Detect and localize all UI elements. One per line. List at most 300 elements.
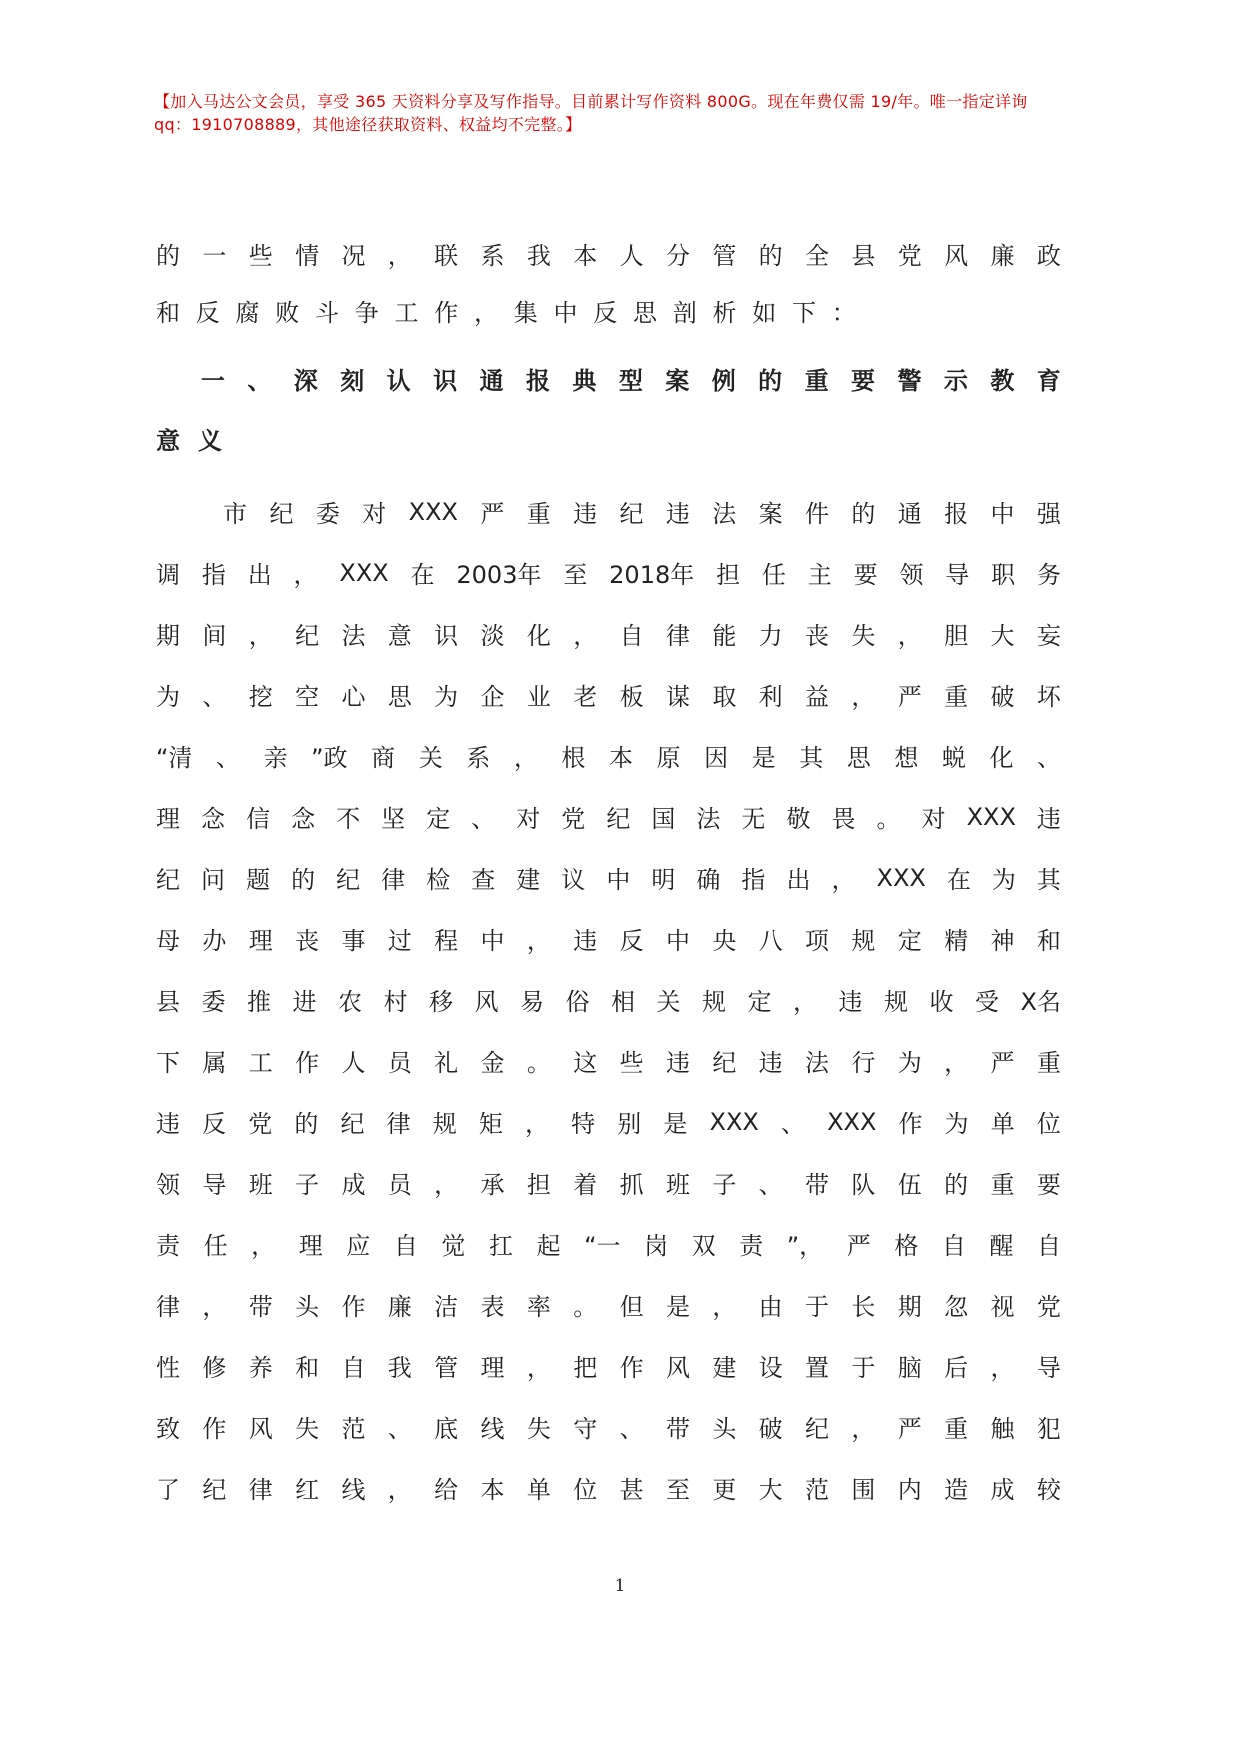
- text-token: 谋: [665, 683, 690, 711]
- text-token: 通: [479, 366, 504, 395]
- text-token: 队: [851, 1171, 876, 1199]
- text-token: 严: [480, 500, 505, 528]
- text-token: 其: [1036, 866, 1061, 894]
- text-token: 金: [480, 1049, 505, 1077]
- text-token: 红: [295, 1476, 320, 1504]
- text-token: 进: [292, 988, 317, 1016]
- text-token: ，: [474, 298, 498, 327]
- text-token: 伍: [897, 1171, 922, 1199]
- text-token: 、: [202, 683, 227, 711]
- text-token: 纪: [619, 500, 644, 528]
- text-token: ，: [251, 1232, 276, 1260]
- text-line: [156, 847, 1061, 908]
- text-token: 规: [884, 988, 908, 1016]
- text-token: 村: [383, 988, 408, 1016]
- text-token: 自: [341, 1354, 366, 1382]
- text-token: 单: [526, 1476, 551, 1504]
- text-token: 带: [248, 1293, 273, 1321]
- text-token: 违: [573, 927, 598, 955]
- text-token: 员: [387, 1171, 412, 1199]
- text-token: 出: [247, 561, 272, 589]
- text-token: 违: [573, 500, 598, 528]
- text-token: 事: [341, 927, 366, 955]
- text-token: 忽: [944, 1293, 969, 1321]
- text-token: 领: [899, 561, 924, 589]
- text-token: 守: [573, 1415, 598, 1443]
- text-token: 情: [295, 242, 320, 270]
- text-token: 责: [739, 1232, 764, 1260]
- text-token: 报: [944, 500, 969, 528]
- text-token: 我: [387, 1354, 412, 1382]
- text-token: 把: [573, 1354, 598, 1382]
- text-line: [156, 1030, 1061, 1091]
- text-token: 市: [223, 500, 248, 528]
- text-token: 、: [247, 366, 272, 395]
- text-line: [156, 406, 1061, 471]
- text-line: [156, 1396, 1061, 1457]
- text-token: 大: [758, 1476, 783, 1504]
- text-token: 念: [201, 805, 226, 833]
- text-token: 建: [712, 1354, 737, 1382]
- text-token: 农: [338, 988, 362, 1016]
- text-token: 至: [665, 1476, 690, 1504]
- text-token: 后: [944, 1354, 969, 1382]
- text-token: 定: [426, 805, 451, 833]
- text-token: 精: [944, 927, 969, 955]
- text-token: 败: [275, 298, 300, 327]
- text-token: 严: [990, 1049, 1015, 1077]
- text-token: 范: [341, 1415, 366, 1443]
- text-token: 违: [665, 500, 690, 528]
- text-token: 2003年: [456, 561, 542, 589]
- text-token: 识: [434, 622, 459, 650]
- text-token: 对: [516, 805, 541, 833]
- text-token: 央: [712, 927, 737, 955]
- text-token: 案: [758, 500, 783, 528]
- text-token: 政: [1036, 242, 1061, 270]
- text-token: ，: [944, 1049, 969, 1077]
- text-token: XXX: [408, 497, 458, 526]
- text-token: 范: [805, 1476, 830, 1504]
- text-token: 斗: [315, 298, 339, 327]
- text-token: ，: [387, 242, 412, 270]
- text-token: 内: [897, 1476, 922, 1504]
- text-token: 作: [619, 1354, 644, 1382]
- text-token: 些: [619, 1049, 644, 1077]
- text-token: 廉: [990, 242, 1015, 270]
- text-token: 。: [573, 1293, 598, 1321]
- text-token: 律: [665, 622, 690, 650]
- text-line: [156, 664, 1061, 725]
- text-token: 明: [651, 866, 676, 894]
- text-token: 脑: [897, 1354, 922, 1382]
- text-token: 理: [156, 805, 180, 833]
- text-token: 企: [480, 683, 505, 711]
- text-token: 纪: [805, 1415, 830, 1443]
- text-token: ，: [831, 866, 856, 894]
- text-token: 重: [1036, 1049, 1061, 1077]
- text-token: 胆: [944, 622, 969, 650]
- text-token: 过: [387, 927, 412, 955]
- text-token: 系: [480, 242, 505, 270]
- text-token: 导: [202, 1171, 227, 1199]
- text-token: ，: [851, 1415, 876, 1443]
- text-token: 反: [593, 298, 618, 327]
- text-token: 警: [897, 366, 922, 395]
- text-token: XXX: [827, 1107, 877, 1136]
- text-token: 为: [897, 1049, 922, 1077]
- text-line: [156, 1091, 1061, 1152]
- text-token: 亲: [263, 744, 288, 772]
- text-token: 视: [990, 1293, 1015, 1321]
- text-token: 通: [897, 500, 922, 528]
- text-token: 规: [702, 988, 726, 1016]
- text-token: 理: [298, 1232, 323, 1260]
- text-line: [156, 1213, 1061, 1274]
- text-token: 岗: [644, 1232, 669, 1260]
- text-token: 违: [758, 1049, 783, 1077]
- text-token: ，: [434, 1171, 459, 1199]
- text-line: [156, 786, 1061, 847]
- text-token: 为: [991, 866, 1016, 894]
- text-line: [156, 284, 856, 336]
- text-token: 违: [1036, 805, 1061, 833]
- text-token: 在: [410, 561, 435, 589]
- text-token: 导: [945, 561, 970, 589]
- text-token: 底: [434, 1415, 459, 1443]
- text-token: 头: [295, 1293, 320, 1321]
- text-token: 重: [944, 1415, 969, 1443]
- text-token: 长: [851, 1293, 876, 1321]
- text-token: 律: [381, 866, 406, 894]
- text-token: 工: [248, 1049, 273, 1077]
- text-token: 担: [716, 561, 741, 589]
- text-line: [156, 603, 1061, 664]
- text-token: 些: [248, 242, 273, 270]
- text-token: 育: [1036, 366, 1061, 395]
- text-token: 定: [747, 988, 772, 1016]
- text-token: 不: [336, 805, 361, 833]
- text-token: 至: [563, 561, 588, 589]
- text-token: XXX: [966, 802, 1016, 831]
- text-token: 妄: [1036, 622, 1061, 650]
- text-token: 集: [513, 298, 538, 327]
- text-token: 党: [897, 242, 922, 270]
- text-token: 单: [990, 1110, 1015, 1138]
- text-token: 作: [341, 1293, 366, 1321]
- text-token: 自: [1037, 1232, 1061, 1260]
- text-token: 重: [990, 1171, 1015, 1199]
- text-token: X名: [1020, 988, 1061, 1016]
- text-token: 养: [248, 1354, 273, 1382]
- text-token: 承: [480, 1171, 505, 1199]
- text-token: 率: [526, 1293, 551, 1321]
- text-token: 较: [1036, 1476, 1061, 1504]
- text-token: 理: [248, 927, 273, 955]
- text-token: 违: [838, 988, 863, 1016]
- text-token: 法: [341, 622, 366, 650]
- text-token: 刻: [340, 366, 365, 395]
- text-token: 造: [944, 1476, 969, 1504]
- text-token: 廉: [387, 1293, 412, 1321]
- text-token: 责: [156, 1232, 180, 1260]
- text-token: 线: [480, 1415, 505, 1443]
- text-token: 作: [434, 298, 459, 327]
- text-token: 重: [944, 683, 969, 711]
- text-token: 例: [711, 366, 736, 395]
- text-token: 析: [712, 298, 737, 327]
- text-token: 意: [156, 427, 180, 455]
- text-token: 意: [387, 622, 412, 650]
- text-token: 敬: [786, 805, 811, 833]
- text-token: 、: [387, 1415, 412, 1443]
- promo-notice: [154, 90, 1074, 136]
- text-token: 况: [341, 242, 366, 270]
- text-token: 要: [853, 561, 878, 589]
- text-token: 畏: [831, 805, 856, 833]
- text-token: 期: [156, 622, 180, 650]
- text-token: 义: [198, 427, 222, 455]
- text-token: 头: [712, 1415, 737, 1443]
- text-token: 2018年: [609, 561, 695, 589]
- text-token: 中: [665, 927, 690, 955]
- text-token: 一: [202, 242, 227, 270]
- text-token: 醒: [989, 1232, 1014, 1260]
- text-token: 规: [851, 927, 876, 955]
- text-token: 确: [696, 866, 721, 894]
- text-token: “清: [156, 744, 193, 772]
- text-token: 的: [294, 1110, 319, 1138]
- text-token: 坚: [381, 805, 406, 833]
- text-token: 信: [246, 805, 271, 833]
- text-token: “一: [584, 1232, 621, 1260]
- text-token: 查: [471, 866, 496, 894]
- text-token: 纪: [336, 866, 361, 894]
- text-line: [156, 481, 1061, 542]
- text-token: 委: [315, 500, 340, 528]
- text-token: 、: [216, 744, 240, 772]
- text-token: 法: [805, 1049, 830, 1077]
- text-token: 任: [203, 1232, 228, 1260]
- text-token: 指: [201, 561, 226, 589]
- text-token: 为: [156, 683, 180, 711]
- text-token: 纪: [295, 622, 320, 650]
- text-token: 违: [156, 1110, 180, 1138]
- text-token: 俗: [565, 988, 590, 1016]
- text-token: 认: [386, 366, 411, 395]
- text-token: 想: [894, 744, 919, 772]
- text-token: 由: [758, 1293, 783, 1321]
- text-token: 致: [156, 1415, 180, 1443]
- text-token: 本: [480, 1476, 505, 1504]
- text-token: 商: [371, 744, 396, 772]
- text-token: 失: [295, 1415, 320, 1443]
- text-token: 。: [876, 805, 901, 833]
- text-token: 力: [758, 622, 783, 650]
- text-token: 神: [990, 927, 1015, 955]
- text-token: 丧: [295, 927, 320, 955]
- text-token: 中: [480, 927, 505, 955]
- text-token: 其: [799, 744, 824, 772]
- text-token: 一: [200, 366, 225, 395]
- text-token: 失: [851, 622, 876, 650]
- text-token: 是: [665, 1293, 690, 1321]
- text-token: 职: [991, 561, 1016, 589]
- text-token: 人: [619, 242, 644, 270]
- text-token: 矩: [478, 1110, 503, 1138]
- text-token: 大: [990, 622, 1015, 650]
- text-token: 理: [480, 1354, 505, 1382]
- text-token: 触: [990, 1415, 1015, 1443]
- text-token: ，: [202, 1293, 227, 1321]
- text-token: 属: [202, 1049, 227, 1077]
- text-token: 建: [516, 866, 541, 894]
- text-token: 管: [434, 1354, 459, 1382]
- text-token: 定: [897, 927, 922, 955]
- text-token: 的: [758, 366, 783, 395]
- text-token: 。: [526, 1049, 551, 1077]
- text-token: 的: [291, 866, 316, 894]
- text-token: 工: [394, 298, 419, 327]
- text-token: 检: [426, 866, 451, 894]
- text-token: 置: [805, 1354, 830, 1382]
- text-token: 别: [617, 1110, 642, 1138]
- text-token: 管: [712, 242, 737, 270]
- text-line: [156, 1457, 1061, 1518]
- text-token: 纪: [156, 866, 180, 894]
- text-token: 违: [665, 1049, 690, 1077]
- text-token: 中: [553, 298, 578, 327]
- text-token: 、: [780, 1110, 805, 1138]
- text-token: XXX: [709, 1107, 759, 1136]
- text-token: 识: [433, 366, 458, 395]
- text-token: 位: [573, 1476, 598, 1504]
- text-token: 失: [526, 1415, 551, 1443]
- text-token: 律: [156, 1293, 180, 1321]
- text-token: 蜕: [941, 744, 966, 772]
- text-token: 纪: [202, 1476, 227, 1504]
- text-token: 纪: [606, 805, 631, 833]
- text-token: 着: [573, 1171, 598, 1199]
- text-token: 领: [156, 1171, 180, 1199]
- text-token: 下: [792, 298, 816, 327]
- text-token: 程: [434, 927, 459, 955]
- text-token: 国: [651, 805, 676, 833]
- text-line: [156, 908, 1061, 969]
- text-token: 格: [894, 1232, 919, 1260]
- text-token: 腐: [235, 298, 260, 327]
- text-token: 更: [712, 1476, 737, 1504]
- text-token: 重: [804, 366, 829, 395]
- text-token: 、: [1037, 744, 1061, 772]
- text-token: 老: [573, 683, 598, 711]
- text-token: 剖: [672, 298, 697, 327]
- text-token: 报: [525, 366, 550, 395]
- text-line: [156, 1274, 1061, 1335]
- text-token: 对: [921, 805, 946, 833]
- text-token: 扛: [488, 1232, 513, 1260]
- text-token: ，: [248, 622, 273, 650]
- text-line: [156, 969, 1061, 1030]
- text-token: 纪: [712, 1049, 737, 1077]
- text-token: 犯: [1036, 1415, 1061, 1443]
- text-token: 修: [202, 1354, 227, 1382]
- text-token: 于: [805, 1293, 830, 1321]
- text-token: 思: [387, 683, 412, 711]
- text-token: XXX: [876, 863, 926, 892]
- text-token: 给: [434, 1476, 459, 1504]
- text-line: [156, 1335, 1061, 1396]
- text-token: 作: [202, 1415, 227, 1443]
- text-token: 要: [1036, 1171, 1061, 1199]
- text-token: 挖: [248, 683, 273, 711]
- text-token: 自: [941, 1232, 966, 1260]
- text-token: 念: [291, 805, 316, 833]
- text-token: 作: [898, 1110, 923, 1138]
- text-token: 相: [611, 988, 635, 1016]
- text-token: 教: [990, 366, 1015, 395]
- text-token: 带: [665, 1415, 690, 1443]
- text-token: 原: [656, 744, 681, 772]
- text-token: 件: [804, 500, 829, 528]
- text-token: 纪: [269, 500, 294, 528]
- text-token: 县: [156, 988, 180, 1016]
- text-token: 的: [758, 242, 783, 270]
- text-token: ，: [526, 1354, 551, 1382]
- text-token: 取: [712, 683, 737, 711]
- text-token: 严: [846, 1232, 871, 1260]
- text-token: 中: [990, 500, 1015, 528]
- text-token: 礼: [434, 1049, 459, 1077]
- text-token: 业: [526, 683, 551, 711]
- text-token: 型: [618, 366, 643, 395]
- text-token: 中: [606, 866, 631, 894]
- text-token: 坏: [1036, 683, 1061, 711]
- text-token: 争: [354, 298, 379, 327]
- text-token: 设: [758, 1354, 783, 1382]
- text-token: 无: [741, 805, 766, 833]
- text-token: 丧: [805, 622, 830, 650]
- text-token: ，: [897, 622, 922, 650]
- text-token: 下: [156, 1049, 180, 1077]
- text-token: 为: [434, 683, 459, 711]
- text-token: 带: [805, 1171, 830, 1199]
- text-token: 移: [429, 988, 453, 1016]
- text-token: 严: [897, 683, 922, 711]
- text-token: ，: [513, 744, 538, 772]
- text-line: [156, 350, 1061, 406]
- text-line: [156, 1152, 1061, 1213]
- text-token: 的: [156, 242, 180, 270]
- text-token: 觉: [441, 1232, 466, 1260]
- text-token: 法: [696, 805, 721, 833]
- text-token: 围: [851, 1476, 876, 1504]
- text-token: 纪: [340, 1110, 365, 1138]
- text-token: ，: [387, 1476, 412, 1504]
- text-token: 关: [418, 744, 443, 772]
- text-token: 益: [805, 683, 830, 711]
- text-token: 联: [434, 242, 459, 270]
- text-token: 员: [387, 1049, 412, 1077]
- text-token: 表: [480, 1293, 505, 1321]
- text-token: 的: [851, 500, 876, 528]
- text-token: 行: [851, 1049, 876, 1077]
- text-token: 自: [619, 622, 644, 650]
- text-token: ，: [712, 1293, 737, 1321]
- text-token: 担: [526, 1171, 551, 1199]
- text-token: 和: [156, 298, 180, 327]
- text-token: 性: [156, 1354, 180, 1382]
